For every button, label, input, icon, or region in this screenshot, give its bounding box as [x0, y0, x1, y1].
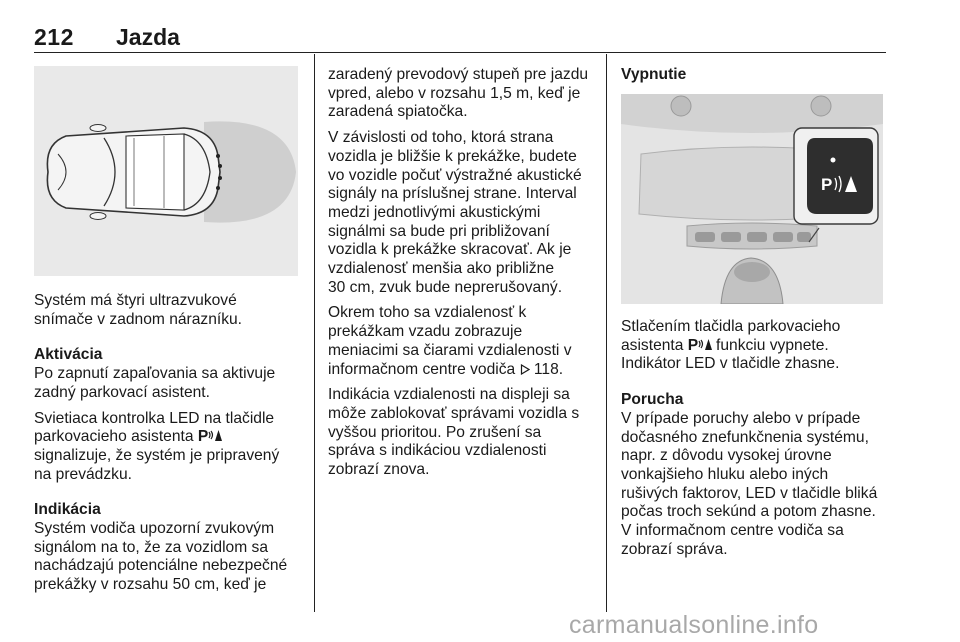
paragraph-range: zaradený prevodový stupeň pre jazdu vpred, alebo v rozsahu 1,5 m, keď je zaradená spiatočka.	[328, 66, 589, 121]
center-console-illustration	[621, 94, 883, 304]
section-title: Jazda	[116, 24, 180, 50]
paragraph-fault: V prípade poruchy alebo v prípade dočasného znefunkčnenia systému, napr. z dôvodu vysokej úrovne vonkajšieho hluku alebo iných rušivých faktorov, LED v tlačidle bliká počas troch sekúnd a potom zhasne. V informačnom centre vodiča sa zobrazí správa.	[621, 409, 878, 558]
paragraph-indication: Systém vodiča upozorní zvukovým signálom na to, že za vozidlom sa nachádzajú potenciálne nebezpečné prekážky v rozsahu 50 cm, keď je	[34, 520, 288, 594]
column-divider-1	[314, 54, 315, 612]
paragraph-priority: Indikácia vzdialenosti na displeji sa môže zablokovať správami vozidla s vyššou prioritou. Po zrušení sa správa s indikáciou vzdialenosti zobrazí znova.	[328, 386, 580, 479]
park-assist-icon: P	[688, 337, 712, 354]
paragraph-acoustic: V závislosti od toho, ktorá strana vozidla je bližšie k prekážke, budete vo vozidle počuť výstražné akustické signály na príslušnej strane. Interval medzi jednotlivými akustickými signálmi sa bude pri približovaní vozidla k prekážke skracovať. Ak je vzdialenosť menšia ako približne 30 cm, zvuk bude neprerušovaný.	[328, 129, 582, 296]
paragraph-sensors: Systém má štyri ultrazvukové snímače v zadnom nárazníku.	[34, 292, 243, 328]
column-1	[34, 292, 306, 595]
button-p-label: P	[821, 175, 833, 194]
paragraph-led: Svietiaca kontrolka LED na tlačidle parkovacieho asistenta P signalizuje, že systém je pripravený na prevádzku.	[34, 409, 280, 483]
heading-indication: Indikácia	[34, 501, 101, 519]
page-reference[interactable]: 118.	[533, 360, 564, 378]
paragraph-activation: Po zapnutí zapaľovania sa aktivuje zadný parkovací asistent.	[34, 365, 276, 401]
heading-off: Vypnutie	[621, 66, 687, 83]
paragraph-off: Stlačením tlačidla parkovacieho asistenta P funkciu vypnete. Indikátor LED v tlačidle zhasne.	[621, 318, 841, 373]
column-divider-2	[606, 54, 607, 612]
page-number: 212	[34, 24, 74, 50]
watermark: carmanualsonline.info	[569, 611, 819, 639]
car-top-view-illustration	[34, 66, 298, 276]
column-2	[328, 66, 600, 480]
heading-fault: Porucha	[621, 391, 684, 409]
heading-activation: Aktivácia	[34, 346, 103, 364]
column-3	[621, 66, 891, 85]
column-3-lower	[621, 318, 891, 559]
page-header	[34, 22, 886, 52]
park-assist-icon: P	[198, 428, 222, 445]
paragraph-display: Okrem toho sa vzdialenosť k prekážkam vzadu zobrazuje meniacimi sa čiarami vzdialenosti v informačnom centre vodiča 118.	[328, 304, 572, 378]
page-reference-triangle-icon	[520, 361, 530, 378]
figure-park-assist-button	[621, 94, 883, 304]
header-rule	[34, 52, 886, 53]
figure-rear-sensors	[34, 66, 298, 276]
